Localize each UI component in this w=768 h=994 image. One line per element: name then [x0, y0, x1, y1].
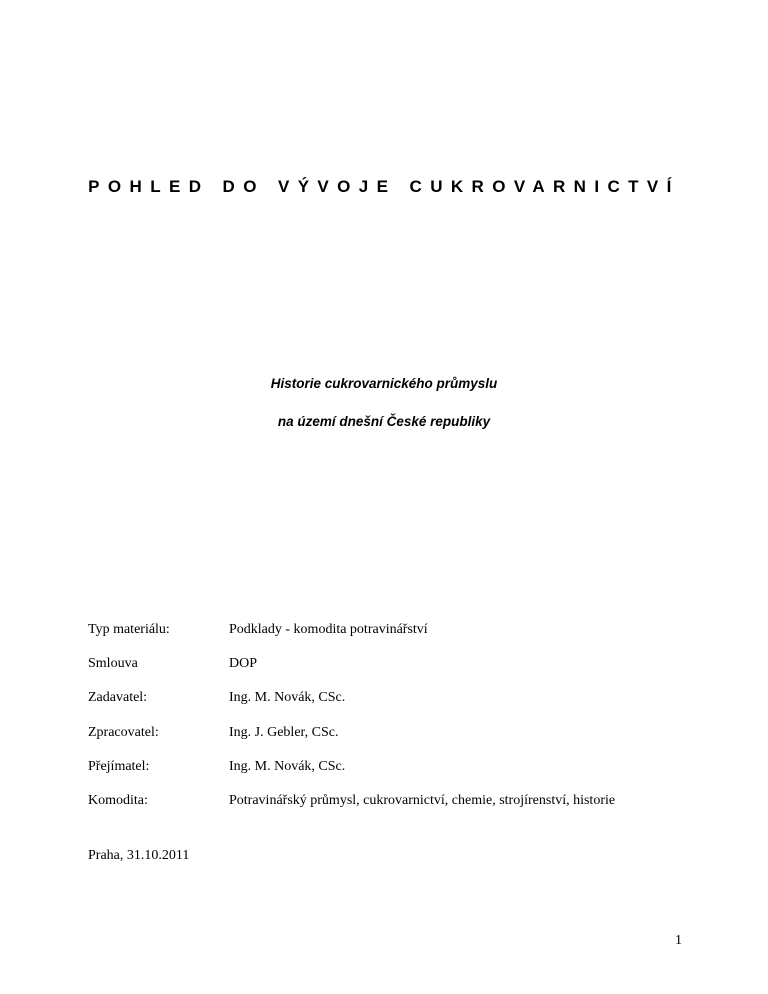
metadata-row-contract — [88, 656, 688, 690]
document-subtitle-line-2: na území dnešní České republiky — [277, 414, 491, 429]
metadata-row-commodity — [88, 793, 688, 827]
metadata-label: Přejímatel: — [88, 758, 150, 774]
page-number: 1 — [675, 933, 682, 948]
metadata-value: DOP — [229, 656, 258, 672]
metadata-row-client — [88, 690, 688, 724]
metadata-value: Podklady - komodita potravinářství — [229, 622, 428, 637]
metadata-value: Ing. M. Novák, CSc. — [229, 758, 346, 774]
metadata-label: Komodita: — [88, 792, 148, 808]
metadata-value: Ing. M. Novák, CSc. — [229, 690, 346, 706]
metadata-row-material-type — [88, 622, 688, 656]
document-subtitle-line-1: Historie cukrovarnického průmyslu — [270, 376, 498, 391]
metadata-table — [88, 622, 688, 827]
metadata-label: Typ materiálu: — [88, 622, 170, 637]
metadata-label: Smlouva — [88, 656, 138, 672]
metadata-value: Potravinářský průmysl, cukrovarnictví, chemie, strojírenství, historie — [229, 792, 616, 808]
place-and-date: Praha, 31.10.2011 — [88, 848, 190, 863]
metadata-row-author — [88, 725, 688, 759]
metadata-label: Zadavatel: — [88, 690, 148, 706]
metadata-row-receiver — [88, 759, 688, 793]
document-title: POHLED DO VÝVOJE CUKROVARNICTVÍ — [88, 177, 680, 196]
metadata-value: Ing. J. Gebler, CSc. — [229, 724, 339, 740]
metadata-label: Zpracovatel: — [88, 724, 159, 740]
